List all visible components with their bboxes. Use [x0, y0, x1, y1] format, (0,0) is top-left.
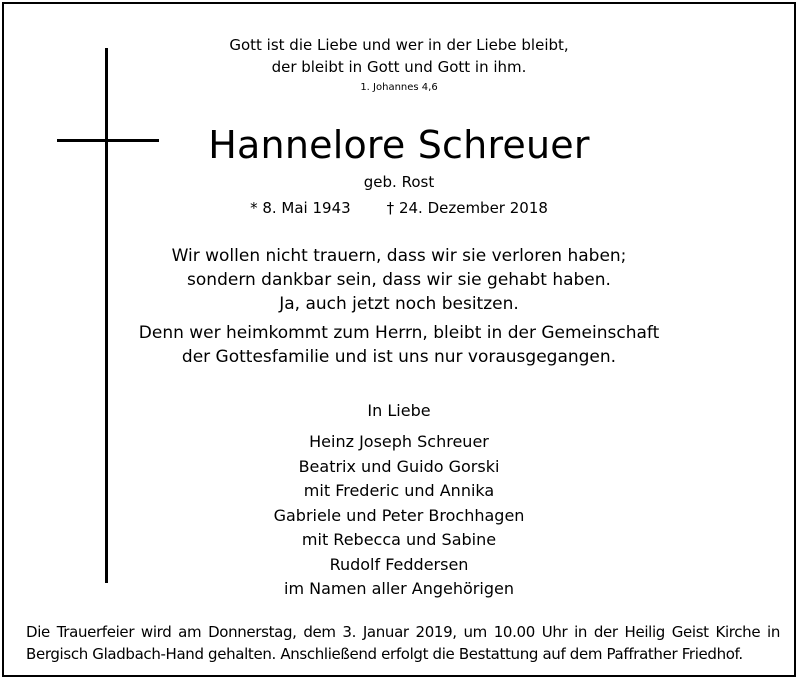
mourner-entry: im Namen aller Angehörigen: [284, 579, 514, 598]
bible-verse-line: der bleibt in Gott und Gott in ihm.: [271, 58, 527, 76]
bible-verse-reference: 1. Johannes 4,6: [360, 82, 438, 93]
life-dates: [4, 198, 794, 218]
mourner-entry: mit Frederic und Annika: [303, 481, 495, 500]
poem-stanza-1: [4, 244, 794, 316]
mourner-entry: Beatrix und Guido Gorski: [298, 456, 500, 476]
mourner-entry: mit Rebecca und Sabine: [301, 530, 497, 549]
birth-date: * 8. Mai 1943: [250, 199, 351, 217]
poem-line: Ja, auch jetzt noch besitzen.: [279, 294, 519, 314]
poem-line: Wir wollen nicht trauern, dass wir sie verloren haben;: [171, 246, 627, 266]
mourners-intro: In Liebe: [367, 401, 431, 420]
poem-line: Denn wer heimkommt zum Herrn, bleibt in der Gemeinschaft: [138, 323, 660, 343]
mourner-entry: Gabriele und Peter Brochhagen: [273, 505, 525, 525]
bible-verse-line: Gott ist die Liebe und wer in der Liebe bleibt,: [229, 36, 569, 54]
poem-line: der Gottesfamilie und ist uns nur vorausgegangen.: [181, 347, 617, 367]
birth-name: geb. Rost: [363, 173, 435, 191]
deceased-name: Hannelore Schreuer: [208, 123, 590, 167]
poem-stanza-2: [4, 321, 794, 369]
bible-verse: [4, 34, 794, 78]
death-date: † 24. Dezember 2018: [386, 199, 548, 217]
poem-line: sondern dankbar sein, dass wir sie gehabt haben.: [187, 270, 611, 290]
mourner-entry: Rudolf Feddersen: [329, 554, 469, 574]
funeral-notice: Die Trauerfeier wird am Donnerstag, dem 3. Januar 2019, um 10.00 Uhr in der Heilig Geist Kirche in Bergisch Gladbach-Hand gehalten. Anschließend erfolgt die Bestattung auf dem Paffrather Friedhof.: [26, 623, 780, 663]
mourner-entry: Heinz Joseph Schreuer: [309, 432, 489, 451]
mourners-list: [4, 430, 794, 602]
obituary-notice: [2, 2, 796, 677]
